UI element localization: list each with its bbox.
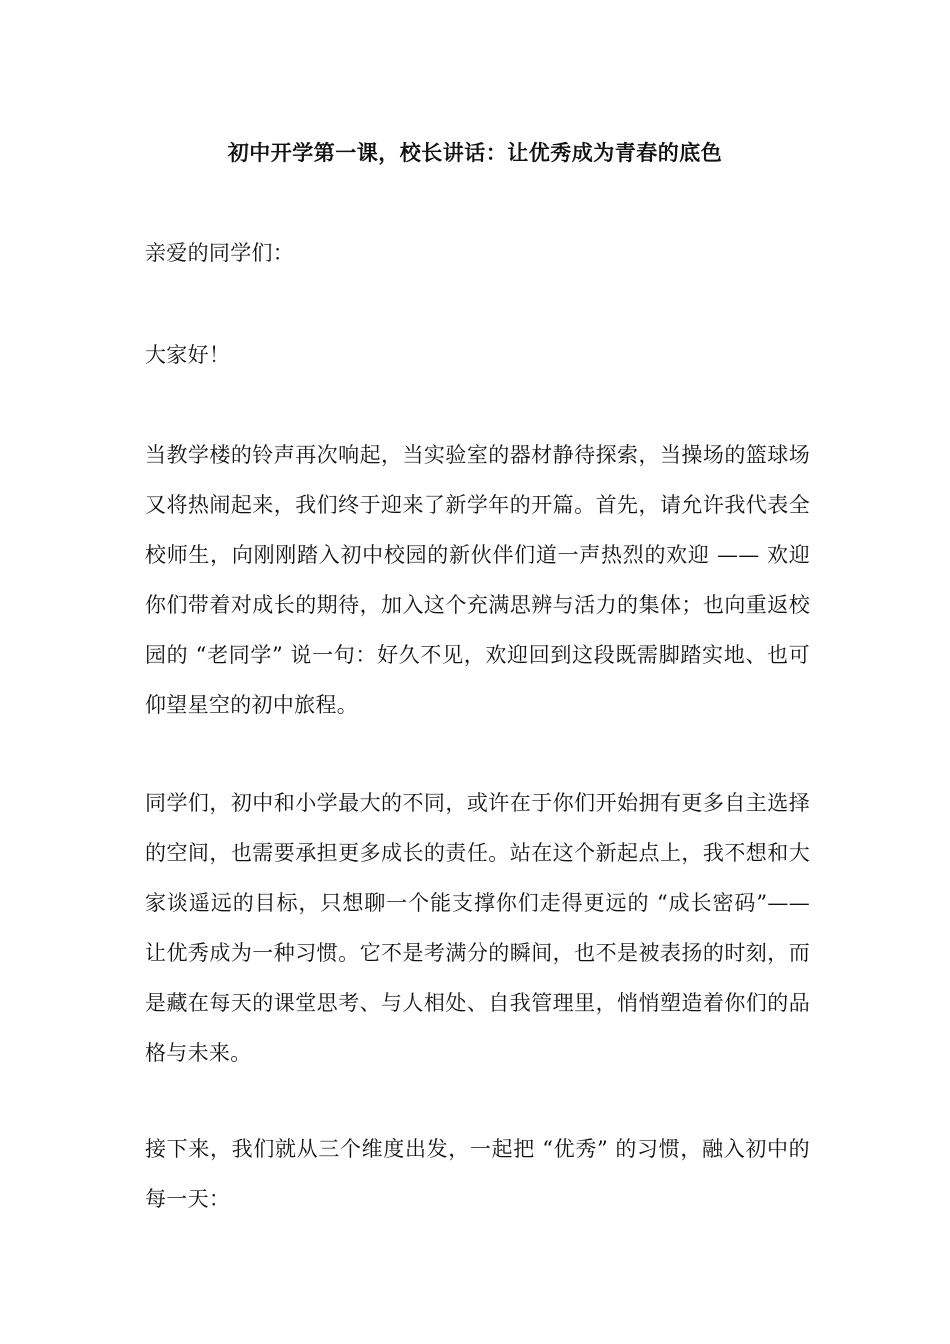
document-title: 初中开学第一课，校长讲话：让优秀成为青春的底色 [227,140,723,165]
paragraph-2: 同学们，初中和小学最大的不同，或许在于你们开始拥有更多自主选择的空间，也需要承担更多成长的责任。站在这个新起点上，我不想和大家谈遥远的目标，只想聊一个能支撑你们走得更远的 “成长密码”——让优秀成为一种习惯。它不是考满分的瞬间，也不是被表扬的时刻，而是藏在每天的课堂思考、与人相处、自我管理里，悄悄塑造着你们的品格与未来。 [145,791,810,1065]
paragraph-1: 当教学楼的铃声再次响起，当实验室的器材静待探索，当操场的篮球场又将热闹起来，我们终于迎来了新学年的开篇。首先，请允许我代表全校师生，向刚刚踏入初中校园的新伙伴们道一声热烈的欢迎 —— 欢迎你们带着对成长的期待，加入这个充满思辨与活力的集体；也向重返校园的 “老同学” 说一句：好久不见，欢迎回到这段既需脚踏实地、也可仰望星空的初中旅程。 [145,443,810,717]
greeting-line: 亲爱的同学们： [145,241,295,265]
hello-line: 大家好！ [145,343,231,367]
paragraph-3: 接下来，我们就从三个维度出发，一起把 “优秀” 的习惯，融入初中的每一天： [145,1137,810,1211]
